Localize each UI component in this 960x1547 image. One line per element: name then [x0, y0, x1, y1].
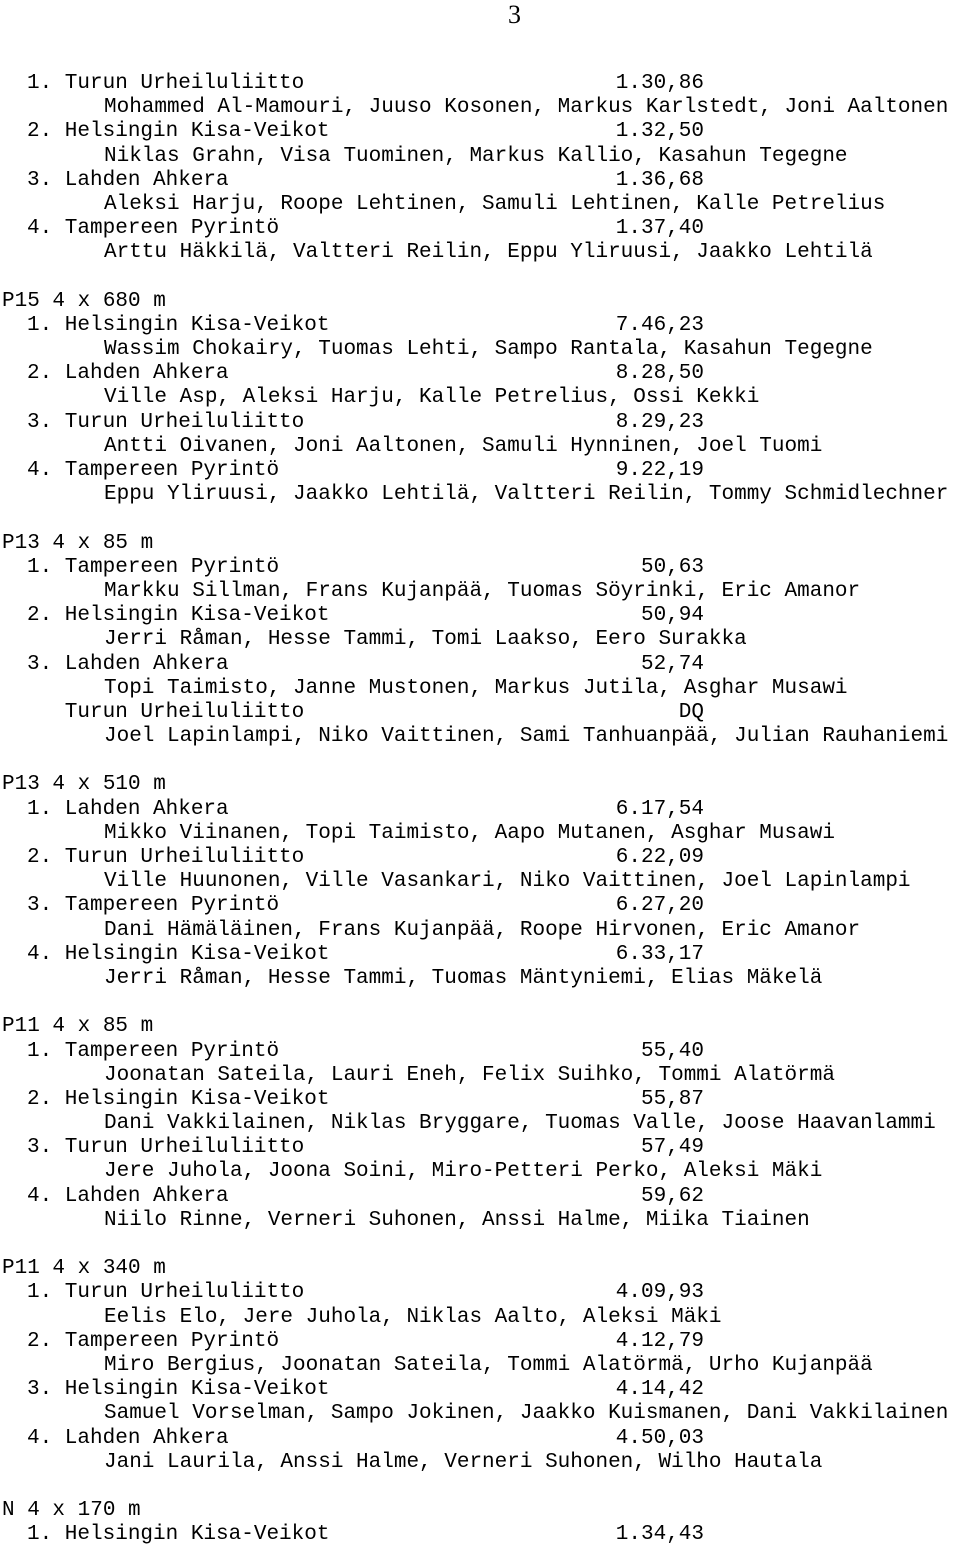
relay-section	[0, 72, 960, 266]
team-members: Jerri Råman, Hesse Tammi, Tuomas Mäntyniemi, Elias Mäkelä	[104, 966, 823, 990]
relay-section	[0, 1475, 960, 1547]
team-members: Ville Asp, Aleksi Harju, Kalle Petrelius, Ossi Kekki	[104, 386, 760, 410]
result-time: 6.33,17	[615, 942, 704, 966]
team-name: 3. Lahden Ahkera	[27, 168, 229, 192]
team-members: Dani Hämäläinen, Frans Kujanpää, Roope Hirvonen, Eric Amanor	[104, 918, 861, 942]
result-row	[0, 1427, 960, 1451]
result-row	[0, 1088, 960, 1112]
relay-section	[0, 507, 960, 749]
result-row	[0, 894, 960, 918]
result-row	[0, 1523, 960, 1547]
section-spacer	[0, 1233, 960, 1257]
section-title-line	[0, 290, 960, 314]
section-title: P11 4 x 85 m	[2, 1015, 154, 1039]
team-members: Wassim Chokairy, Tuomas Lehti, Sampo Rantala, Kasahun Tegegne	[104, 338, 873, 362]
team-name: 1. Tampereen Pyrintö	[27, 555, 280, 579]
members-row	[0, 1306, 960, 1330]
section-title: P13 4 x 510 m	[2, 773, 166, 797]
team-members: Niklas Grahn, Visa Tuominen, Markus Kallio, Kasahun Tegegne	[104, 144, 848, 168]
result-row	[0, 411, 960, 435]
team-name: 4. Tampereen Pyrintö	[27, 217, 280, 241]
result-time: 4.09,93	[615, 1281, 704, 1305]
team-members: Miro Bergius, Joonatan Sateila, Tommi Alatörmä, Urho Kujanpää	[104, 1353, 873, 1377]
team-members: Aleksi Harju, Roope Lehtinen, Samuli Lehtinen, Kalle Petrelius	[104, 192, 886, 216]
team-name: 2. Helsingin Kisa-Veikot	[27, 120, 330, 144]
result-time: 59,62	[640, 1184, 704, 1208]
members-row	[0, 241, 960, 265]
members-row	[0, 967, 960, 991]
members-row	[0, 677, 960, 701]
team-members: Jere Juhola, Joona Soini, Miro-Petteri Perko, Aleksi Mäki	[104, 1160, 823, 1184]
section-title: N 4 x 170 m	[2, 1499, 141, 1523]
section-title-line	[0, 1015, 960, 1039]
members-row	[0, 193, 960, 217]
team-name: 2. Lahden Ahkera	[27, 362, 229, 386]
team-name: 1. Helsingin Kisa-Veikot	[27, 313, 330, 337]
team-name: 3. Helsingin Kisa-Veikot	[27, 1378, 330, 1402]
team-members: Ville Huunonen, Ville Vasankari, Niko Vaittinen, Joel Lapinlampi	[104, 870, 911, 894]
result-time: 7.46,23	[615, 313, 704, 337]
members-row	[0, 1112, 960, 1136]
team-members: Eelis Elo, Jere Juhola, Niklas Aalto, Aleksi Mäki	[104, 1305, 722, 1329]
result-time: 1.32,50	[615, 120, 704, 144]
result-time: 1.36,68	[615, 168, 704, 192]
result-time: 8.28,50	[615, 362, 704, 386]
team-name: 4. Lahden Ahkera	[27, 1184, 229, 1208]
result-time: 55,40	[640, 1039, 704, 1063]
result-time: 1.34,43	[615, 1523, 704, 1547]
result-time: DQ	[678, 700, 704, 724]
section-spacer	[0, 266, 960, 290]
team-name: 3. Turun Urheiluliitto	[27, 1136, 305, 1160]
team-members: Niilo Rinne, Verneri Suhonen, Anssi Halme, Miika Tiainen	[104, 1208, 810, 1232]
result-time: 52,74	[640, 652, 704, 676]
team-members: Samuel Vorselman, Sampo Jokinen, Jaakko Kuismanen, Dani Vakkilainen	[104, 1402, 949, 1426]
team-name: 3. Turun Urheiluliitto	[27, 410, 305, 434]
team-name: 4. Helsingin Kisa-Veikot	[27, 942, 330, 966]
members-row	[0, 1064, 960, 1088]
result-time: 8.29,23	[615, 410, 704, 434]
result-row	[0, 943, 960, 967]
result-row	[0, 1330, 960, 1354]
team-name: 4. Lahden Ahkera	[27, 1426, 229, 1450]
result-row	[0, 701, 960, 725]
result-row	[0, 556, 960, 580]
team-members: Markku Sillman, Frans Kujanpää, Tuomas Söyrinki, Eric Amanor	[104, 579, 861, 603]
result-row	[0, 217, 960, 241]
result-time: 6.17,54	[615, 797, 704, 821]
result-row	[0, 459, 960, 483]
team-name: 3. Lahden Ahkera	[27, 652, 229, 676]
members-row	[0, 1402, 960, 1426]
members-row	[0, 483, 960, 507]
members-row	[0, 1209, 960, 1233]
team-members: Dani Vakkilainen, Niklas Bryggare, Tuomas Valle, Joose Haavanlammi	[104, 1112, 936, 1136]
members-row	[0, 1354, 960, 1378]
members-row	[0, 628, 960, 652]
members-row	[0, 96, 960, 120]
team-name: 1. Helsingin Kisa-Veikot	[27, 1523, 330, 1547]
team-name: 2. Helsingin Kisa-Veikot	[27, 604, 330, 628]
relay-section	[0, 749, 960, 991]
result-row	[0, 653, 960, 677]
relay-section	[0, 266, 960, 508]
section-title: P15 4 x 680 m	[2, 289, 166, 313]
members-row	[0, 725, 960, 749]
result-time: 6.27,20	[615, 894, 704, 918]
result-time: 4.14,42	[615, 1378, 704, 1402]
result-time: 57,49	[640, 1136, 704, 1160]
section-title-line	[0, 1257, 960, 1281]
section-title-line	[0, 1499, 960, 1523]
team-members: Jani Laurila, Anssi Halme, Verneri Suhonen, Wilho Hautala	[104, 1450, 823, 1474]
members-row	[0, 435, 960, 459]
team-name: 2. Helsingin Kisa-Veikot	[27, 1087, 330, 1111]
team-name: 4. Tampereen Pyrintö	[27, 459, 280, 482]
result-row	[0, 1136, 960, 1160]
team-members: Mikko Viinanen, Topi Taimisto, Aapo Mutanen, Asghar Musawi	[104, 821, 835, 845]
result-row	[0, 1185, 960, 1209]
team-members: Arttu Häkkilä, Valtteri Reilin, Eppu Yliruusi, Jaakko Lehtilä	[104, 241, 873, 265]
members-row	[0, 386, 960, 410]
result-row	[0, 120, 960, 144]
result-time: 50,94	[640, 604, 704, 628]
members-row	[0, 338, 960, 362]
members-row	[0, 1451, 960, 1475]
result-time: 1.30,86	[615, 72, 704, 95]
team-members: Jerri Råman, Hesse Tammi, Tomi Laakso, Eero Surakka	[104, 628, 747, 652]
relay-section	[0, 1233, 960, 1475]
section-title: P13 4 x 85 m	[2, 531, 154, 555]
result-row	[0, 1040, 960, 1064]
result-row	[0, 314, 960, 338]
section-spacer	[0, 507, 960, 531]
team-name: Turun Urheiluliitto	[27, 700, 305, 724]
result-time: 4.12,79	[615, 1329, 704, 1353]
section-title-line	[0, 532, 960, 556]
result-row	[0, 169, 960, 193]
team-name: 2. Tampereen Pyrintö	[27, 1329, 280, 1353]
team-name: 1. Turun Urheiluliitto	[27, 72, 305, 95]
team-name: 1. Lahden Ahkera	[27, 797, 229, 821]
team-name: 1. Tampereen Pyrintö	[27, 1039, 280, 1063]
members-row	[0, 1160, 960, 1184]
result-time: 1.37,40	[615, 217, 704, 241]
section-spacer	[0, 1475, 960, 1499]
result-row	[0, 846, 960, 870]
team-members: Topi Taimisto, Janne Mustonen, Markus Jutila, Asghar Musawi	[104, 676, 848, 700]
members-row	[0, 870, 960, 894]
result-row	[0, 798, 960, 822]
members-row	[0, 919, 960, 943]
result-row	[0, 604, 960, 628]
team-members: Eppu Yliruusi, Jaakko Lehtilä, Valtteri Reilin, Tommy Schmidlechner	[104, 483, 949, 507]
result-time: 9.22,19	[615, 459, 704, 482]
team-members: Joel Lapinlampi, Niko Vaittinen, Sami Tanhuanpää, Julian Rauhaniemi	[104, 725, 949, 749]
result-time: 50,63	[640, 555, 704, 579]
members-row	[0, 580, 960, 604]
result-row	[0, 1378, 960, 1402]
result-row	[0, 1281, 960, 1305]
members-row	[0, 145, 960, 169]
page-number: 3	[508, 0, 521, 29]
members-row	[0, 822, 960, 846]
team-members: Mohammed Al-Mamouri, Juuso Kosonen, Markus Karlstedt, Joni Aaltonen	[104, 96, 949, 120]
result-time: 6.22,09	[615, 846, 704, 869]
team-name: 3. Tampereen Pyrintö	[27, 894, 280, 918]
relay-section	[0, 991, 960, 1233]
result-row	[0, 72, 960, 96]
result-row	[0, 362, 960, 386]
section-spacer	[0, 991, 960, 1015]
team-members: Antti Oivanen, Joni Aaltonen, Samuli Hynninen, Joel Tuomi	[104, 434, 823, 458]
section-spacer	[0, 749, 960, 773]
section-title-line	[0, 773, 960, 797]
team-members: Joonatan Sateila, Lauri Eneh, Felix Suihko, Tommi Alatörmä	[104, 1063, 835, 1087]
team-name: 1. Turun Urheiluliitto	[27, 1281, 305, 1305]
result-time: 4.50,03	[615, 1426, 704, 1450]
section-title: P11 4 x 340 m	[2, 1257, 166, 1281]
results-document	[0, 72, 960, 1547]
result-time: 55,87	[640, 1087, 704, 1111]
team-name: 2. Turun Urheiluliitto	[27, 846, 305, 869]
